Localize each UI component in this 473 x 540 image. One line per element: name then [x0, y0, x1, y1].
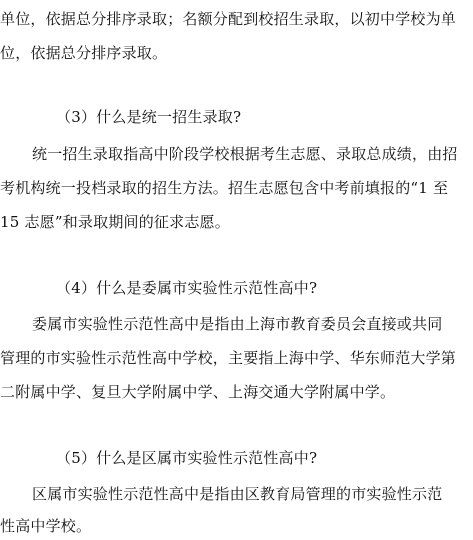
paragraph-line-4: 统一招生录取指高中阶段学校根据考生志愿、录取总成绩，由招 [32, 145, 458, 163]
paragraph-line-9: 管理的市实验性示范性高中学校，主要指上海中学、华东师范大学第 [0, 349, 457, 367]
paragraph-line-12: 区属市实验性示范性高中是指由区教育局管理的市实验性示范 [32, 485, 443, 503]
paragraph-line-1: 单位，依据总分排序录取；名额分配到校招生录取，以初中学校为单 [0, 10, 457, 28]
paragraph-line-8: 委属市实验性示范性高中是指由上海市教育委员会直接或共同 [32, 315, 443, 333]
section-4-heading: （4）什么是委属市实验性示范性高中? [56, 279, 318, 297]
paragraph-line-5: 考机构统一投档录取的招生方法。招生志愿包含中考前填报的“1 至 [0, 179, 449, 197]
paragraph-line-2: 位，依据总分排序录取。 [0, 44, 168, 62]
section-5-heading: （5）什么是区属市实验性示范性高中? [56, 449, 318, 467]
paragraph-line-13: 性高中学校。 [0, 517, 92, 535]
paragraph-line-6: 15 志愿”和录取期间的征求志愿。 [0, 213, 230, 231]
paragraph-line-10: 二附属中学、复旦大学附属中学、上海交通大学附属中学。 [0, 383, 396, 401]
section-3-heading: （3）什么是统一招生录取? [56, 108, 242, 126]
